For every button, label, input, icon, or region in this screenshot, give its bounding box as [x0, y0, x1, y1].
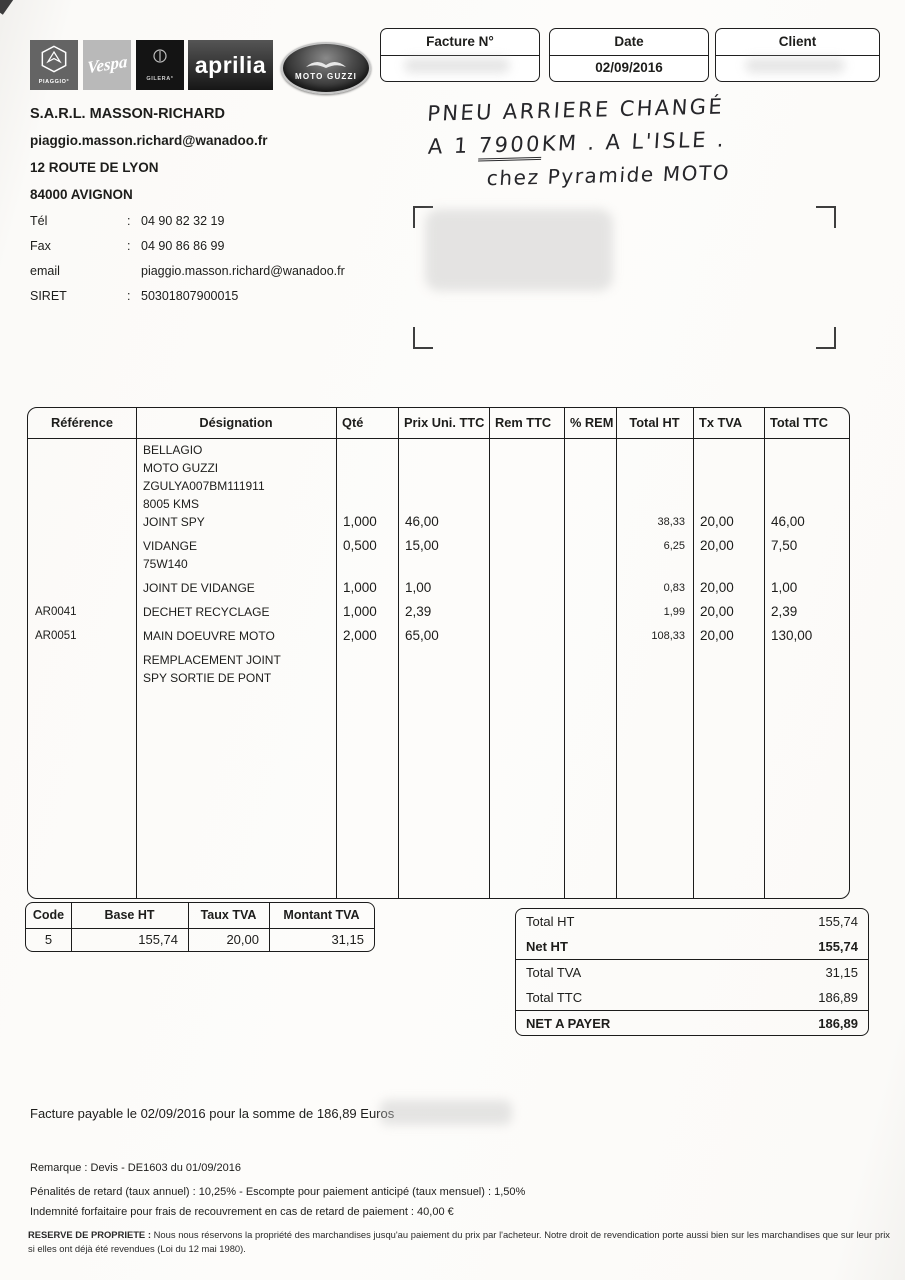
item-cell-ttc: 130,00 [771, 628, 813, 643]
item-cell-qte: 1,000 [343, 514, 377, 529]
company-contact-row [30, 214, 224, 228]
item-cell-tva: 20,00 [700, 628, 734, 643]
vat-header-taux: Taux TVA [200, 908, 257, 922]
contact-label: email [30, 264, 60, 278]
indemnity-line: Indemnité forfaitaire pour frais de recouvrement en cas de retard de paiement : 40,00 € [30, 1206, 454, 1218]
item-cell-prix: 65,00 [405, 628, 439, 643]
vat-header-code: Code [32, 908, 65, 922]
crop-mark-top-right [816, 206, 836, 228]
contact-value: 50301807900015 [141, 289, 239, 303]
totals-value: 155,74 [818, 914, 858, 929]
moto-guzzi-logo-label: MOTO GUZZI [294, 71, 358, 81]
vat-value-code: 5 [44, 932, 53, 947]
item-cell-des: 8005 KMS [143, 497, 200, 511]
totals-row [516, 1011, 868, 1036]
item-line [28, 477, 849, 495]
item-line [28, 459, 849, 477]
gilera-emblem-icon [152, 48, 168, 75]
facture-number-box [380, 28, 540, 82]
item-cell-ref: AR0041 [35, 606, 77, 618]
item-cell-ht: 1,99 [663, 606, 685, 618]
vespa-logo-label: Vespa [86, 51, 128, 78]
client-label: Client [716, 29, 879, 56]
moto-guzzi-logo [281, 42, 371, 94]
contact-separator: : [127, 289, 131, 303]
items-table-header [28, 408, 849, 439]
contact-value: piaggio.masson.richard@wanadoo.fr [141, 264, 345, 278]
contact-label: SIRET [30, 289, 67, 303]
client-box [715, 28, 880, 82]
piaggio-hexagon-icon [40, 45, 68, 78]
company-contact-row [30, 239, 224, 253]
aprilia-logo-label: aprilia [194, 51, 267, 78]
item-cell-ht: 6,25 [663, 540, 685, 552]
contact-separator: : [127, 214, 131, 228]
contact-value: 04 90 86 86 99 [141, 239, 225, 253]
vat-summary-table [25, 902, 375, 952]
item-cell-ttc: 7,50 [771, 538, 798, 553]
items-table-body [28, 441, 849, 687]
totals-value: 186,89 [818, 1016, 858, 1031]
contact-separator: : [127, 239, 131, 253]
item-cell-prix: 15,00 [405, 538, 439, 553]
item-line [28, 627, 849, 645]
gilera-logo [136, 40, 184, 90]
note-line-3: chez Pyramide MOTO [486, 160, 731, 191]
company-name: S.A.R.L. MASSON-RICHARD [30, 106, 225, 122]
gilera-logo-label: GILERA° [146, 76, 174, 82]
item-cell-des: MOTO GUZZI [143, 461, 219, 475]
totals-row [516, 985, 868, 1011]
column-header-ttc: Total TTC [770, 415, 829, 430]
company-contact-row [30, 289, 238, 303]
item-line [28, 651, 849, 669]
item-cell-des: VIDANGE [143, 539, 198, 553]
note-line-1: PNEU ARRIERE CHANGÉ [426, 94, 725, 126]
item-cell-ttc: 2,39 [771, 604, 798, 619]
item-cell-qte: 0,500 [343, 538, 377, 553]
column-header-qte: Qté [342, 415, 364, 430]
client-number-redaction [745, 58, 845, 73]
totals-box [515, 908, 869, 1036]
item-line [28, 555, 849, 573]
column-header-ht: Total HT [629, 415, 680, 430]
payable-line: Facture payable le 02/09/2016 pour la somme de 186,89 Euros [30, 1106, 395, 1121]
piaggio-logo [30, 40, 78, 90]
item-line [28, 495, 849, 513]
facture-number-redaction [404, 58, 510, 73]
item-cell-des: DECHET RECYCLAGE [143, 605, 270, 619]
date-box [549, 28, 709, 82]
item-cell-ht: 0,83 [663, 582, 685, 594]
totals-row [516, 934, 868, 960]
company-contact-row [30, 264, 345, 278]
totals-label: Total TTC [526, 990, 583, 1005]
item-cell-ht: 38,33 [657, 516, 685, 528]
item-cell-tva: 20,00 [700, 580, 734, 595]
item-cell-des: JOINT SPY [143, 515, 205, 529]
payable-redaction [380, 1100, 512, 1125]
contact-label: Tél [30, 214, 48, 228]
remark-line: Remarque : Devis - DE1603 du 01/09/2016 [30, 1162, 241, 1174]
company-address-street: 12 ROUTE DE LYON [30, 160, 159, 175]
column-header-des: Désignation [199, 415, 273, 430]
item-cell-qte: 1,000 [343, 604, 377, 619]
items-table [27, 407, 850, 899]
item-cell-des: BELLAGIO [143, 443, 203, 457]
item-cell-des: REMPLACEMENT JOINT [143, 653, 281, 667]
reserve-paragraph [28, 1228, 890, 1255]
item-cell-tva: 20,00 [700, 514, 734, 529]
totals-row [516, 909, 868, 934]
item-cell-ht: 108,33 [651, 630, 685, 642]
crop-mark-bottom-right [816, 327, 836, 349]
item-cell-qte: 2,000 [343, 628, 377, 643]
company-email-top: piaggio.masson.richard@wanadoo.fr [30, 133, 268, 148]
contact-value: 04 90 82 32 19 [141, 214, 225, 228]
client-address-redaction [425, 209, 613, 291]
item-line [28, 513, 849, 531]
piaggio-logo-label: PIAGGIO° [38, 79, 70, 85]
item-cell-tva: 20,00 [700, 538, 734, 553]
totals-value: 31,15 [825, 965, 858, 980]
item-cell-ref: AR0051 [35, 630, 77, 642]
vat-table-header [26, 903, 374, 929]
item-cell-des: ZGULYA007BM111911 [143, 479, 265, 493]
item-cell-des: JOINT DE VIDANGE [143, 581, 255, 595]
item-line [28, 603, 849, 621]
totals-label: Total HT [526, 914, 575, 929]
note-line-2-suffix: KM . A L'ISLE . [541, 127, 727, 156]
column-header-rem: Rem TTC [495, 415, 552, 430]
date-label: Date [550, 29, 708, 56]
note-line-2-prefix: A 1 [427, 133, 480, 159]
company-address-city: 84000 AVIGNON [30, 187, 133, 202]
item-cell-prix: 46,00 [405, 514, 439, 529]
totals-row [516, 960, 868, 985]
item-cell-des: 75W140 [143, 557, 188, 571]
facture-number-label: Facture N° [381, 29, 539, 56]
column-header-tva: Tx TVA [699, 415, 743, 430]
note-line-2-underlined: 7900 [478, 132, 543, 162]
totals-value: 186,89 [818, 990, 858, 1005]
item-line [28, 669, 849, 687]
vat-header-base: Base HT [104, 908, 155, 922]
item-cell-ttc: 1,00 [771, 580, 798, 595]
item-cell-prix: 2,39 [405, 604, 432, 619]
column-header-ref: Référence [51, 415, 113, 430]
scanner-artifact [0, 0, 14, 15]
item-cell-tva: 20,00 [700, 604, 734, 619]
handwritten-note [427, 90, 731, 196]
item-cell-qte: 1,000 [343, 580, 377, 595]
item-line [28, 537, 849, 555]
penalties-line: Pénalités de retard (taux annuel) : 10,25% - Escompte pour paiement anticipé (taux mensuel) : 1,50% [30, 1186, 526, 1198]
item-cell-prix: 1,00 [405, 580, 432, 595]
item-cell-des: SPY SORTIE DE PONT [143, 671, 272, 685]
totals-label: NET A PAYER [526, 1016, 611, 1031]
date-value: 02/09/2016 [595, 60, 663, 75]
item-line [28, 441, 849, 459]
vat-value-base: 155,74 [138, 932, 178, 947]
vat-value-taux: 20,00 [226, 932, 259, 947]
vespa-logo [83, 40, 131, 90]
crop-mark-bottom-left [413, 327, 433, 349]
item-cell-des: MAIN DOEUVRE MOTO [143, 629, 275, 643]
contact-label: Fax [30, 239, 51, 253]
reserve-text: Nous nous réservons la propriété des marchandises jusqu'au paiement du prix par l'acheteur. Notre droit de revendication porte aussi bien sur les marchandises que sur leur prix si elles ont déjà été revendues (Loi du 12 mai 1980). [28, 1229, 890, 1254]
column-header-prix: Prix Uni. TTC [404, 415, 485, 430]
reserve-title: RESERVE DE PROPRIETE : [28, 1229, 151, 1240]
vat-header-montant: Montant TVA [283, 908, 360, 922]
vat-value-montant: 31,15 [331, 932, 364, 947]
totals-label: Total TVA [526, 965, 582, 980]
item-cell-ttc: 46,00 [771, 514, 805, 529]
aprilia-logo [188, 40, 273, 90]
totals-value: 155,74 [818, 939, 858, 954]
item-line [28, 579, 849, 597]
totals-label: Net HT [526, 939, 568, 954]
column-header-prem: % REM [570, 415, 614, 430]
